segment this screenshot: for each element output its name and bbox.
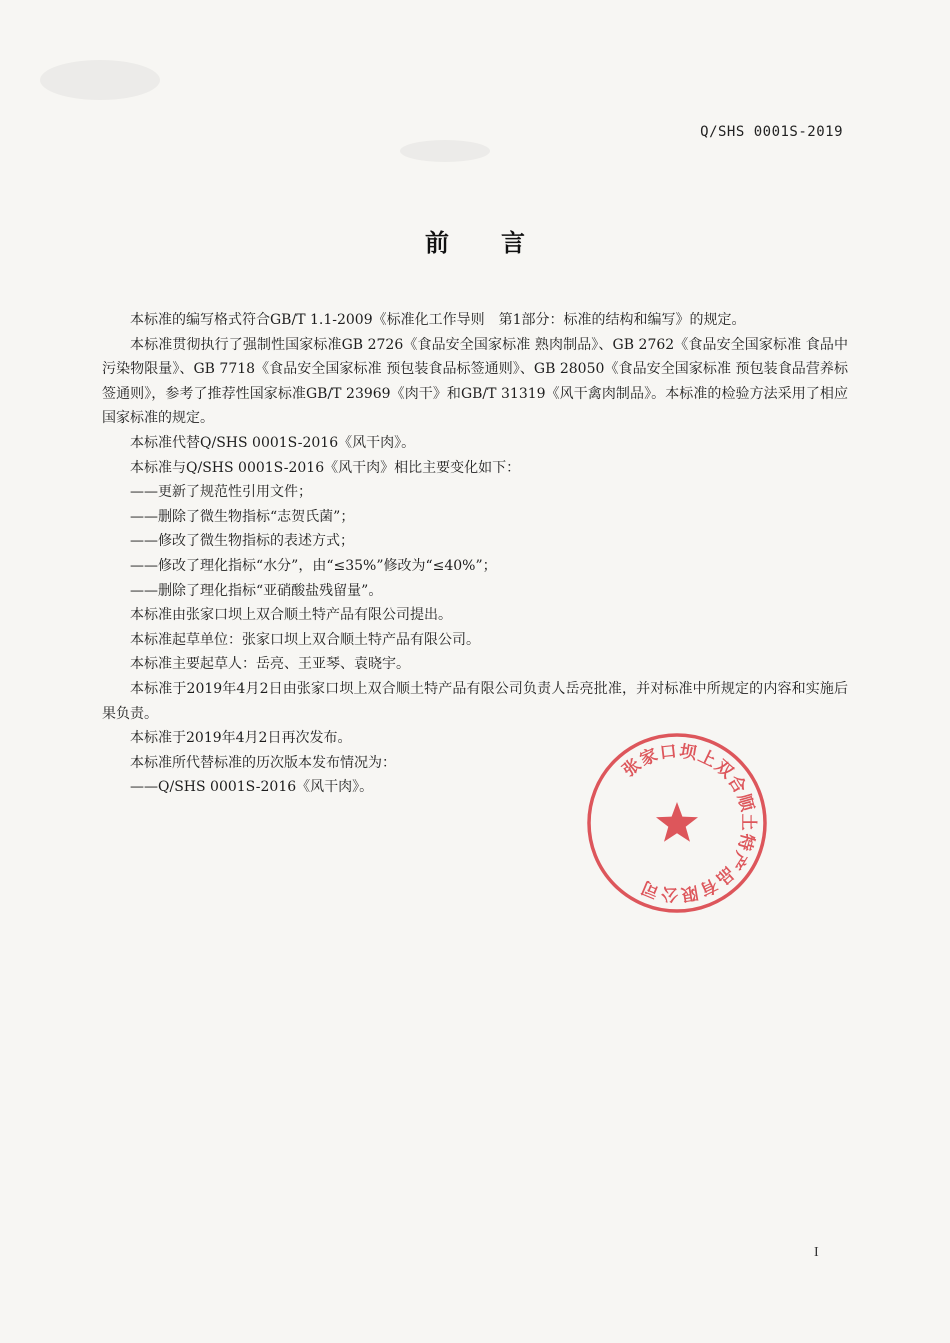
paragraph: 本标准主要起草人：岳亮、王亚琴、袁晓宇。 (130, 656, 410, 673)
change-item: ——删除了理化指标“亚硝酸盐残留量”。 (130, 582, 383, 599)
page-number: I (814, 1245, 819, 1260)
seal-text: 张家口坝上双合顺土特产品有限公司 (619, 741, 759, 905)
scan-artifact (400, 140, 490, 162)
paragraph: 本标准的编写格式符合GB/T 1.1-2009《标准化工作导则 第1部分：标准的结构和编写》的规定。 (130, 312, 746, 328)
company-seal (584, 730, 770, 916)
standard-code: Q/SHS 0001S-2019 (700, 124, 843, 140)
paragraph: 本标准贯彻执行了强制性国家标准GB 2726《食品安全国家标准 熟肉制品》、GB 2762《食品安全国家标准 食品中污染物限量》、GB 7718《食品安全国家标准 预包装食品标签通则》、GB 28050《食品安全国家标准 预包装食品营养标签通则》，参考了推荐性国家标准GB/T 23969《肉干》和GB/T 31319《风干禽肉制品》。本标准的检验方法采用了相应国家标准的规定。 (102, 336, 848, 427)
paragraph: 本标准于2019年4月2日再次发布。 (130, 730, 352, 747)
seal-star-icon (656, 802, 698, 842)
change-item: ——修改了微生物指标的表述方式； (130, 533, 354, 550)
paragraph: 本标准代替Q/SHS 0001S-2016《风干肉》。 (130, 434, 416, 451)
change-item: ——删除了微生物指标“志贺氏菌”； (130, 508, 355, 525)
scan-artifact (40, 60, 160, 100)
change-item: ——更新了规范性引用文件； (130, 484, 312, 501)
foreword-body (102, 308, 848, 800)
paragraph: 本标准所代替标准的历次版本发布情况为： (130, 754, 396, 771)
change-item: ——修改了理化指标“水分”，由“≤35%”修改为“≤40%”； (130, 557, 497, 574)
history-item: ——Q/SHS 0001S-2016《风干肉》。 (130, 779, 374, 796)
paragraph: 本标准由张家口坝上双合顺土特产品有限公司提出。 (130, 607, 452, 624)
page-title: 前言 (425, 229, 577, 257)
paragraph: 本标准与Q/SHS 0001S-2016《风干肉》相比主要变化如下： (130, 459, 521, 476)
paragraph: 本标准起草单位：张家口坝上双合顺土特产品有限公司。 (130, 631, 480, 648)
paragraph: 本标准于2019年4月2日由张家口坝上双合顺土特产品有限公司负责人岳亮批准，并对标准中所规定的内容和实施后果负责。 (102, 680, 848, 722)
